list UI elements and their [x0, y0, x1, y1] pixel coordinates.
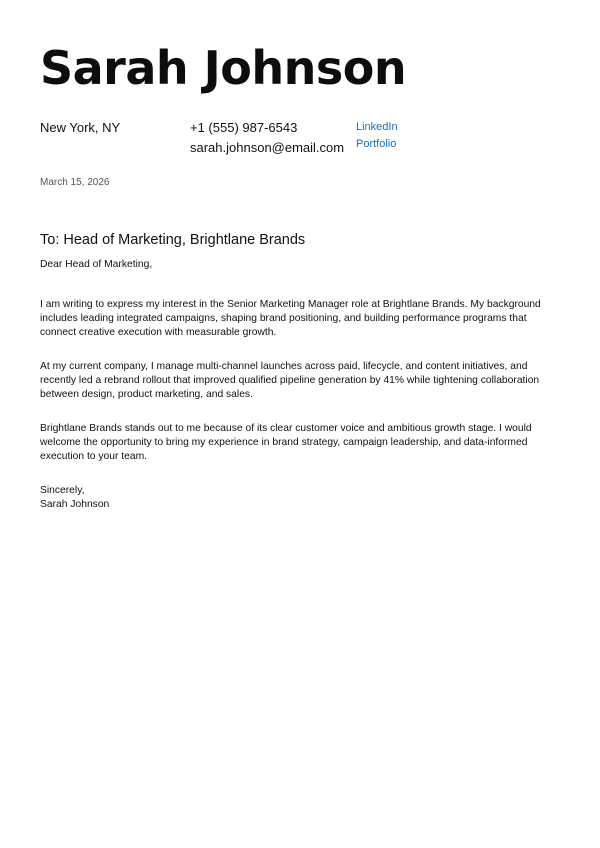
- letter-date: March 15, 2026: [40, 177, 110, 188]
- body-paragraph-3: Brightlane Brands stands out to me because of its clear customer voice and ambitious growth stage. I would welcome the opportunity to bring my experience in brand strategy, campaign leadership, and data-informed execution to your team.: [40, 423, 532, 462]
- location-text: New York, NY: [40, 120, 121, 135]
- letter-body: [40, 258, 565, 512]
- email-address: sarah.johnson@email.com: [190, 140, 345, 155]
- closing: Sincerely,: [40, 485, 85, 496]
- phone-number: +1 (555) 987-6543: [190, 120, 298, 135]
- portfolio-link[interactable]: Portfolio: [356, 138, 397, 150]
- body-paragraph-2: At my current company, I manage multi-channel launches across paid, lifecycle, and content initiatives, and recently led a rebrand rollout that improved qualified pipeline generation by 41% while tightening collaboration between design, product marketing, and sales.: [40, 361, 540, 400]
- salutation: Dear Head of Marketing,: [40, 259, 153, 270]
- signature-name: Sarah Johnson: [40, 499, 110, 510]
- recipient-heading: To: Head of Marketing, Brightlane Brands: [40, 232, 306, 248]
- body-paragraph-1: I am writing to express my interest in the Senior Marketing Manager role at Brightlane Brands. My background includes leading integrated campaigns, shaping brand positioning, and building performance programs that connect creative execution with measurable growth.: [40, 299, 541, 338]
- linkedin-link[interactable]: LinkedIn: [356, 121, 398, 133]
- applicant-name: Sarah Johnson: [40, 41, 407, 95]
